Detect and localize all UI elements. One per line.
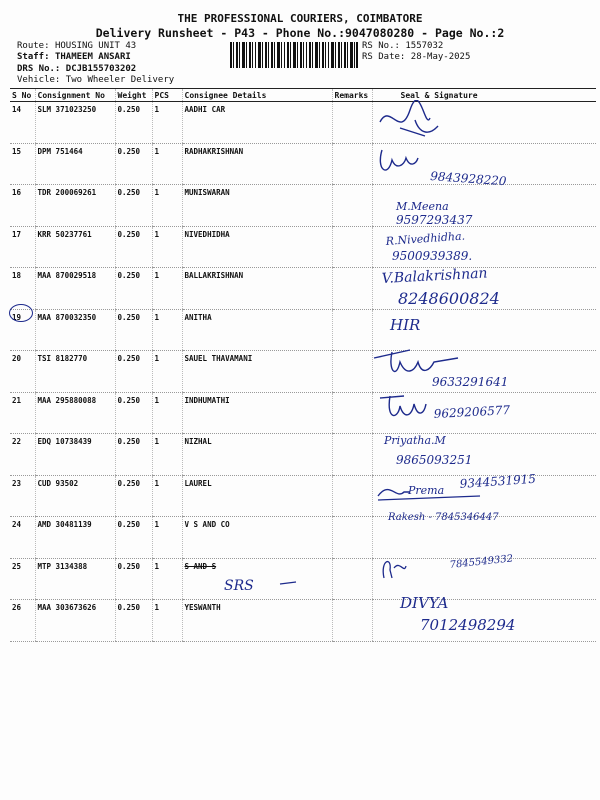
- col-sno: S No: [10, 89, 35, 102]
- cell-sno: 15: [10, 143, 35, 185]
- cell-pcs: 1: [152, 351, 182, 393]
- cell-consignment: MAA 870032350: [35, 309, 115, 351]
- cell-consignment: MAA 870029518: [35, 268, 115, 310]
- cell-consignment: MAA 303673626: [35, 600, 115, 642]
- cell-weight: 0.250: [115, 309, 152, 351]
- phone-row-21: 9629206577: [433, 403, 511, 421]
- signature-row-20: [374, 350, 458, 371]
- cell-consignment: TSI 8182770: [35, 351, 115, 393]
- col-pcs: PCS: [152, 89, 182, 102]
- cell-consignment: CUD 93502: [35, 475, 115, 517]
- cell-consignee: NIZHAL: [182, 434, 332, 476]
- signature-overlay: [370, 100, 600, 660]
- cell-remarks: [332, 517, 372, 559]
- drs-value: DCJB155703202: [65, 64, 137, 74]
- cell-remarks: [332, 351, 372, 393]
- signature-row-14: [380, 100, 438, 136]
- cell-consignee: LAUREL: [182, 475, 332, 517]
- remarks-row-25: [222, 570, 302, 600]
- cell-remarks: [332, 475, 372, 517]
- cell-sno: 14: [10, 102, 35, 144]
- cell-weight: 0.250: [115, 434, 152, 476]
- col-consignee: Consignee Details: [182, 89, 332, 102]
- cell-sno: 16: [10, 185, 35, 227]
- cell-remarks: [332, 558, 372, 600]
- cell-consignee: ANITHA: [182, 309, 332, 351]
- cell-weight: 0.250: [115, 143, 152, 185]
- vehicle-line: [17, 75, 174, 85]
- cell-pcs: 1: [152, 102, 182, 144]
- cell-consignee: MUNISWARAN: [182, 185, 332, 227]
- phone-row-15: 9843928220: [429, 169, 507, 189]
- cell-pcs: 1: [152, 309, 182, 351]
- staff-value: THAMEEM ANSARI: [54, 52, 131, 62]
- cell-remarks: [332, 268, 372, 310]
- staff-label: Staff:: [17, 52, 50, 62]
- staff-line: [17, 52, 131, 62]
- phone-row-22: 9865093251: [396, 453, 473, 467]
- cell-consignment: EDQ 10738439: [35, 434, 115, 476]
- cell-remarks: [332, 143, 372, 185]
- cell-pcs: 1: [152, 392, 182, 434]
- rs-date-line: [362, 52, 470, 62]
- cell-remarks: [332, 102, 372, 144]
- cell-remarks: [332, 309, 372, 351]
- cell-sno: 19: [10, 309, 35, 351]
- cell-sno: 24: [10, 517, 35, 559]
- col-weight: Weight: [115, 89, 152, 102]
- remark-srs: SRS: [224, 578, 254, 594]
- cell-consignee: V S AND CO: [182, 517, 332, 559]
- cell-pcs: 1: [152, 517, 182, 559]
- cell-pcs: 1: [152, 185, 182, 227]
- drs-line: [17, 64, 136, 74]
- cell-pcs: 1: [152, 268, 182, 310]
- rs-date-value: 28-May-2025: [410, 52, 471, 62]
- cell-weight: 0.250: [115, 268, 152, 310]
- cell-consignment: MTP 3134388: [35, 558, 115, 600]
- cell-weight: 0.250: [115, 558, 152, 600]
- phone-row-26: 7012498294: [420, 616, 516, 634]
- cell-weight: 0.250: [115, 185, 152, 227]
- signature-row-25: [383, 562, 406, 578]
- cell-pcs: 1: [152, 475, 182, 517]
- signature-row-21: [380, 396, 426, 415]
- col-remarks: Remarks: [332, 89, 372, 102]
- cell-consignment: DPM 751464: [35, 143, 115, 185]
- cell-sno: 22: [10, 434, 35, 476]
- col-consignment: Consignment No: [35, 89, 115, 102]
- cell-pcs: 1: [152, 558, 182, 600]
- cell-sno: 20: [10, 351, 35, 393]
- remark-dash: [280, 582, 296, 584]
- cell-sno: 17: [10, 226, 35, 268]
- cell-weight: 0.250: [115, 351, 152, 393]
- phone-row-20: 9633291641: [432, 375, 509, 389]
- vehicle-label: Vehicle:: [17, 75, 61, 85]
- cell-sno: 23: [10, 475, 35, 517]
- cell-consignment: MAA 295880088: [35, 392, 115, 434]
- struck-consignee: S AND S: [184, 561, 217, 571]
- cell-consignment: TDR 200069261: [35, 185, 115, 227]
- cell-weight: 0.250: [115, 517, 152, 559]
- cell-consignee: YESWANTH: [182, 600, 332, 642]
- cell-remarks: [332, 185, 372, 227]
- runsheet-subtitle: Delivery Runsheet - P43 - Phone No.:9047080280 - Page No.:2: [95, 26, 505, 40]
- cell-pcs: 1: [152, 600, 182, 642]
- cell-consignee: RADHAKRISHNAN: [182, 143, 332, 185]
- name-row-23: Prema: [408, 484, 445, 497]
- vehicle-value: Two Wheeler Delivery: [65, 75, 175, 85]
- rs-no-line: [362, 41, 443, 51]
- cell-consignment: AMD 30481139: [35, 517, 115, 559]
- cell-weight: 0.250: [115, 226, 152, 268]
- phone-row-16: 9597293437: [396, 213, 473, 227]
- rs-no-label: RS No.:: [362, 41, 400, 51]
- cell-remarks: [332, 600, 372, 642]
- cell-consignee: SAUEL THAVAMANI: [182, 351, 332, 393]
- cell-consignment: SLM 371023250: [35, 102, 115, 144]
- phone-row-24: Rakesh - 7845346447: [388, 512, 499, 523]
- route-line: [17, 41, 136, 51]
- cell-sno: 25: [10, 558, 35, 600]
- col-signature: Seal & Signature: [372, 89, 596, 102]
- phone-row-25: 7845549332: [449, 553, 514, 571]
- company-title: THE PROFESSIONAL COURIERS, COIMBATORE: [177, 12, 423, 25]
- name-row-16: M.Meena: [396, 200, 449, 213]
- route-label: Route:: [17, 41, 50, 51]
- name-row-22: Priyatha.M: [384, 434, 446, 447]
- name-row-17: R.Nivedhidha.: [385, 229, 466, 248]
- cell-pcs: 1: [152, 226, 182, 268]
- cell-consignee: NIVEDHIDHA: [182, 226, 332, 268]
- cell-weight: 0.250: [115, 392, 152, 434]
- cell-weight: 0.250: [115, 102, 152, 144]
- cell-weight: 0.250: [115, 600, 152, 642]
- rs-no-value: 1557032: [405, 41, 444, 51]
- mark-row-19: HIR: [390, 316, 421, 334]
- cell-remarks: [332, 226, 372, 268]
- phone-row-17: 9500939389.: [392, 249, 473, 263]
- cell-remarks: [332, 434, 372, 476]
- cell-sno: 26: [10, 600, 35, 642]
- cell-consignee: BALLAKRISHNAN: [182, 268, 332, 310]
- cell-pcs: 1: [152, 143, 182, 185]
- drs-label: DRS No.:: [17, 64, 61, 74]
- cell-sno: 21: [10, 392, 35, 434]
- phone-row-23: 9344531915: [459, 471, 537, 491]
- phone-row-18: 8248600824: [398, 289, 500, 308]
- cell-sno: 18: [10, 268, 35, 310]
- name-row-18: V.Balakrishnan: [381, 265, 488, 287]
- cell-consignee: INDHUMATHI: [182, 392, 332, 434]
- signature-row-15: [380, 150, 418, 170]
- cell-weight: 0.250: [115, 475, 152, 517]
- cell-consignee: AADHI CAR: [182, 102, 332, 144]
- barcode: [230, 42, 358, 68]
- signature-row-23: [378, 490, 410, 496]
- cell-consignment: KRR 50237761: [35, 226, 115, 268]
- row-19-circle-mark: [9, 304, 33, 322]
- rs-date-label: RS Date:: [362, 52, 406, 62]
- name-row-26: DIVYA: [400, 594, 449, 612]
- route-value: HOUSING UNIT 43: [54, 41, 137, 51]
- cell-remarks: [332, 392, 372, 434]
- cell-pcs: 1: [152, 434, 182, 476]
